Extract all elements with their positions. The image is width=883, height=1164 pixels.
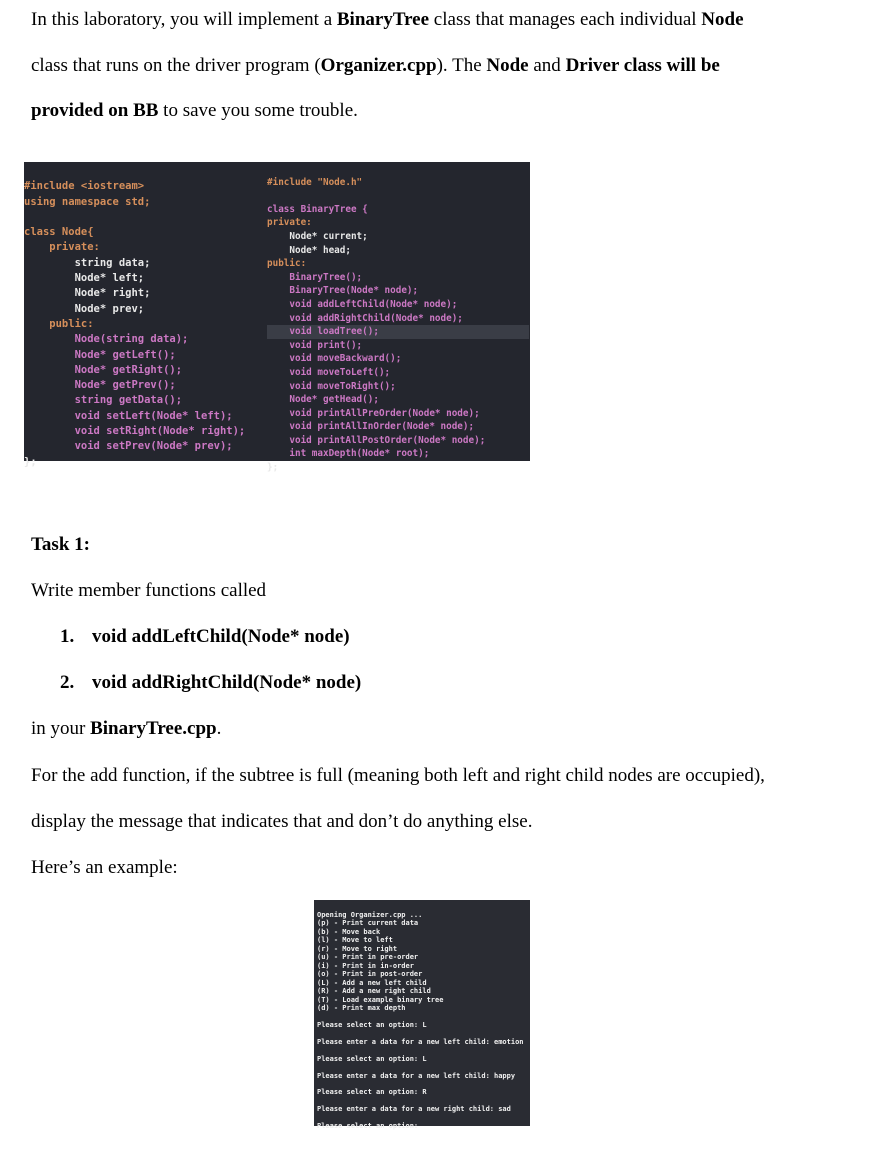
file-name: BinaryTree.cpp	[90, 718, 217, 739]
terminal-line: Please select an option: L	[317, 1054, 427, 1063]
code-line: void setPrev(Node* prev);	[24, 440, 233, 453]
code-line: private:	[24, 241, 100, 254]
code-line: public:	[24, 317, 94, 330]
code-line: public:	[267, 258, 307, 270]
intro-text: class that manages each individual	[429, 9, 702, 30]
code-line: Node* prev;	[24, 302, 145, 315]
code-line: Node* getPrev();	[24, 379, 176, 392]
code-line: void printAllPostOrder(Node* node);	[267, 434, 486, 446]
code-line: void setLeft(Node* left);	[24, 409, 233, 422]
intro-text: class that runs on the driver program (	[31, 55, 321, 76]
terminal-line: (L) - Add a new left child	[317, 978, 427, 987]
code-line: Node* current;	[267, 230, 368, 242]
terminal-line: Please select an option:	[317, 1122, 419, 1131]
code-line: void moveToRight();	[267, 380, 396, 392]
code-line: #include "Node.h"	[267, 176, 363, 188]
code-line: Node* head;	[267, 244, 351, 256]
terminal-line: (o) - Print in post-order	[317, 970, 423, 978]
code-line: void moveBackward();	[267, 353, 402, 365]
code-line: BinaryTree(Node* node);	[267, 285, 419, 297]
intro-bold: provided on BB	[31, 100, 159, 121]
code-line: };	[24, 455, 37, 468]
terminal-line: Opening Organizer.cpp ...	[317, 910, 423, 919]
code-line: Node* getHead();	[267, 394, 379, 406]
example-label: Here’s an example:	[31, 857, 178, 878]
code-line: void printAllInOrder(Node* node);	[267, 421, 475, 433]
terminal-line: (l) - Move to left	[317, 936, 393, 944]
intro-line-1	[31, 9, 744, 31]
code-line: using namespace std;	[24, 195, 151, 208]
node-header-code	[24, 162, 267, 468]
function-list	[60, 626, 361, 718]
terminal-line: Please select an option: R	[317, 1088, 427, 1097]
code-line: class BinaryTree {	[267, 203, 368, 215]
intro-text: In this laboratory, you will implement a	[31, 9, 337, 30]
code-line: Node* getRight();	[24, 363, 183, 376]
code-line: string getData();	[24, 394, 183, 407]
code-line-highlighted: void loadTree();	[267, 325, 529, 339]
code-line: void setRight(Node* right);	[24, 425, 246, 438]
terminal-line: (b) - Move back	[317, 927, 381, 936]
code-line: void moveToLeft();	[267, 366, 391, 378]
intro-bold: BinaryTree	[336, 9, 430, 30]
code-line: Node* right;	[24, 287, 151, 300]
code-line: Node(string data);	[24, 333, 189, 346]
intro-text: to save you some trouble.	[158, 100, 358, 121]
terminal-line: (T) - Load example binary tree	[317, 995, 444, 1004]
function-signature: void addLeftChild(Node* node)	[92, 626, 350, 647]
intro-line-3	[31, 100, 358, 122]
intro-text: and	[528, 55, 566, 76]
code-line: };	[267, 462, 279, 474]
code-line: class Node{	[24, 226, 94, 239]
list-item: 1. void addLeftChild(Node* node)	[60, 626, 350, 647]
task-file-line	[31, 718, 221, 740]
terminal-example	[314, 900, 530, 1131]
code-line: Node* getLeft();	[24, 348, 176, 361]
text: .	[216, 718, 222, 739]
code-line: Node* left;	[24, 272, 145, 285]
task-heading: Task 1:	[31, 534, 90, 555]
code-line: string data;	[24, 256, 151, 269]
terminal-line: Please enter a data for a new left child: happy	[317, 1071, 516, 1080]
intro-line-2	[31, 55, 720, 77]
binarytree-header-code	[267, 162, 530, 474]
code-line: void addLeftChild(Node* node);	[267, 298, 458, 310]
intro-bold: Organizer.cpp	[320, 55, 437, 76]
code-line: private:	[267, 217, 312, 229]
code-line: #include <iostream>	[24, 180, 145, 193]
terminal-line: (r) - Move to right	[317, 944, 398, 953]
code-line	[24, 210, 267, 225]
text: in your	[31, 718, 91, 739]
task-desc-2: display the message that indicates that and don’t do anything else.	[31, 811, 533, 832]
code-line: void printAllPreOrder(Node* node);	[267, 407, 480, 419]
code-line: void print();	[267, 339, 363, 351]
terminal-line: (d) - Print max depth	[317, 1004, 406, 1012]
terminal-line: (p) - Print current data	[317, 919, 419, 927]
task-desc-1: For the add function, if the subtree is full (meaning both left and right child nodes are occupied),	[31, 765, 765, 786]
code-line: int maxDepth(Node* root);	[267, 448, 430, 460]
code-line: void addRightChild(Node* node);	[267, 312, 463, 324]
intro-text: ). The	[436, 55, 487, 76]
function-signature: void addRightChild(Node* node)	[92, 672, 362, 693]
code-line	[267, 189, 530, 203]
terminal-line: (u) - Print in pre-order	[317, 953, 419, 961]
terminal-line: Please enter a data for a new left child: emotion	[317, 1037, 524, 1046]
list-item: 2. void addRightChild(Node* node)	[60, 672, 362, 693]
terminal-line: (i) - Print in in-order	[317, 961, 414, 970]
intro-bold: Node	[486, 55, 529, 76]
intro-bold: Driver class will be	[565, 55, 720, 76]
terminal-line: Please select an option: L	[317, 1020, 427, 1029]
terminal-line: (R) - Add a new right child	[317, 987, 431, 995]
terminal-line: Please enter a data for a new right child: sad	[317, 1105, 511, 1114]
task-lead: Write member functions called	[31, 580, 267, 601]
intro-bold: Node	[701, 9, 744, 30]
code-line: BinaryTree();	[267, 271, 363, 283]
